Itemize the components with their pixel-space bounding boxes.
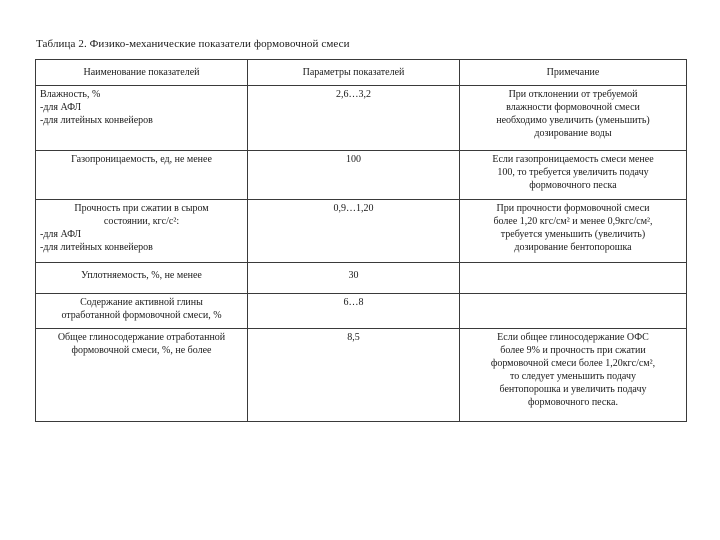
row-note-cell (460, 200, 687, 263)
header-name: Наименование показателей (36, 60, 248, 86)
row-note-cell (460, 294, 687, 329)
row-name-cell (36, 86, 248, 151)
properties-table (35, 59, 687, 422)
row-name-line: -для АФЛ (40, 229, 82, 240)
row-name-cell (36, 200, 248, 263)
table-row (36, 294, 687, 329)
row-name-line: Содержание активной глины (80, 297, 203, 308)
row-note-line: требуется уменьшить (увеличить) (500, 229, 646, 240)
table-row (36, 200, 687, 263)
row-value-cell: 2,6…3,2 (248, 86, 460, 151)
row-note-line: необходимо увеличить (уменьшить) (496, 115, 650, 126)
row-note-line: более 1,20 кгс/см² и менее 0,9кгс/см², (493, 216, 653, 227)
row-name-cell (36, 151, 248, 200)
header-parameters: Параметры показателей (248, 60, 460, 86)
row-note-cell (460, 329, 687, 422)
row-note-line: более 9% и прочность при сжатии (500, 345, 646, 356)
row-name-line: состоянии, кгс/с²: (103, 216, 180, 227)
row-note-line: то следует уменьшить подачу (510, 371, 636, 382)
row-note-line: При прочности формовочной смеси (496, 203, 650, 214)
row-note-cell (460, 86, 687, 151)
table-caption: Таблица 2. Физико-механические показатели формовочной смеси (36, 38, 350, 50)
row-note-line: формовочной смеси более 1,20кгс/см², (490, 358, 656, 369)
table-row (36, 151, 687, 200)
row-name-cell (36, 329, 248, 422)
row-value-cell: 100 (248, 151, 460, 200)
row-note-line: Если газопроницаемость смеси менее (492, 154, 654, 165)
row-name-line: -для АФЛ (40, 102, 82, 113)
table-row (36, 263, 687, 294)
row-name-line: Уплотняемость, %, не менее (81, 270, 202, 281)
row-name-line: -для литейных конвейеров (40, 242, 153, 253)
row-note-line: При отклонении от требуемой (508, 89, 638, 100)
row-note-line: бентопорошка и увеличить подачу (499, 384, 647, 395)
row-value-cell: 0,9…1,20 (248, 200, 460, 263)
row-note-cell (460, 263, 687, 294)
row-note-line: влажности формовочной смеси (506, 102, 640, 113)
row-name-line: Общее глиносодержание отработанной (57, 332, 226, 343)
row-name-cell (36, 263, 248, 294)
row-name-line: отработанной формовочной смеси, % (61, 310, 222, 321)
row-name-line: Влажность, % (40, 89, 101, 100)
row-note-cell (460, 151, 687, 200)
row-note-line: 100, то требуется увеличить подачу (497, 167, 649, 178)
row-note-line: Если общее глиносодержание ОФС (497, 332, 649, 343)
row-name-line: Газопроницаемость, ед, не менее (71, 154, 212, 165)
row-name-line: формовочной смеси, %, не более (71, 345, 212, 356)
table-row (36, 86, 687, 151)
table-header-row (36, 60, 687, 86)
row-value-cell: 8,5 (248, 329, 460, 422)
row-value-cell: 6…8 (248, 294, 460, 329)
row-note-line: формовочного песка. (528, 397, 618, 408)
row-name-line: Прочность при сжатии в сыром (74, 203, 209, 214)
row-note-line: дозирование воды (534, 128, 612, 139)
row-name-cell (36, 294, 248, 329)
row-value-cell: 30 (248, 263, 460, 294)
row-name-line: -для литейных конвейеров (40, 115, 153, 126)
table-row (36, 329, 687, 422)
row-note-line: формовочного песка (529, 180, 617, 191)
header-note: Примечание (460, 60, 687, 86)
row-note-line: дозирование бентопорошка (514, 242, 632, 253)
